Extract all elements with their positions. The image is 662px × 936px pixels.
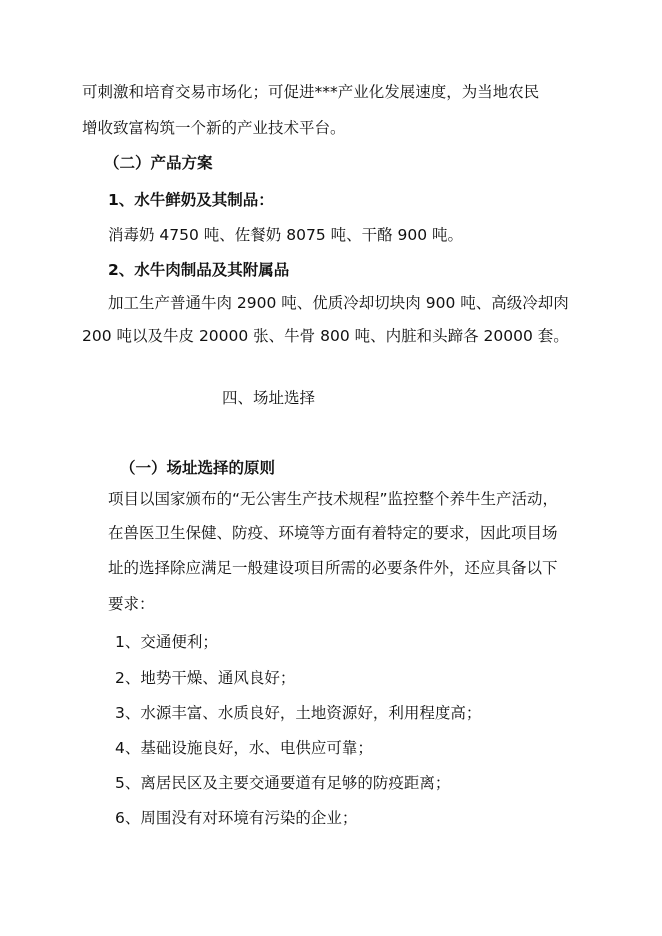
meat-products-line-1: 加工生产普通牛肉 2900 吨、优质冷却切块肉 900 吨、高级冷却肉: [108, 294, 569, 312]
requirement-item: 5、离居民区及主要交通要道有足够的防疫距离；: [115, 774, 451, 792]
requirement-item: 4、基础设施良好，水、电供应可靠；: [115, 739, 373, 757]
dairy-products-heading: 1、水牛鲜奶及其制品：: [108, 191, 274, 209]
intro-line-1: 可刺激和培育交易市场化；可促进***产业化发展速度，为当地农民: [82, 83, 540, 101]
section-title: 四、场址选择: [222, 389, 316, 407]
requirement-item: 2、地势干燥、通风良好；: [115, 669, 296, 687]
requirement-item: 6、周围没有对环境有污染的企业；: [115, 809, 358, 827]
requirement-item: 1、交通便利；: [115, 633, 218, 651]
meat-products-heading: 2、水牛肉制品及其附属品: [108, 261, 290, 279]
intro-line-2: 增收致富构筑一个新的产业技术平台。: [82, 119, 346, 137]
principles-para-line-1: 项目以国家颁布的“无公害生产技术规程”监控整个养牛生产活动，: [108, 490, 559, 508]
principles-para-line-4: 要求：: [108, 595, 155, 613]
principles-para-line-3: 址的选择除应满足一般建设项目所需的必要条件外，还应具备以下: [108, 559, 558, 577]
dairy-products-text: 消毒奶 4750 吨、佐餐奶 8075 吨、干酪 900 吨。: [108, 226, 464, 244]
requirement-item: 3、水源丰富、水质良好，土地资源好，利用程度高；: [115, 704, 482, 722]
principles-heading: （一）场址选择的原则: [120, 459, 276, 477]
product-plan-heading: （二）产品方案: [104, 154, 213, 172]
meat-products-line-2: 200 吨以及牛皮 20000 张、牛骨 800 吨、内脏和头蹄各 20000 套。: [82, 327, 569, 345]
principles-para-line-2: 在兽医卫生保健、防疫、环境等方面有着特定的要求，因此项目场: [108, 524, 558, 542]
